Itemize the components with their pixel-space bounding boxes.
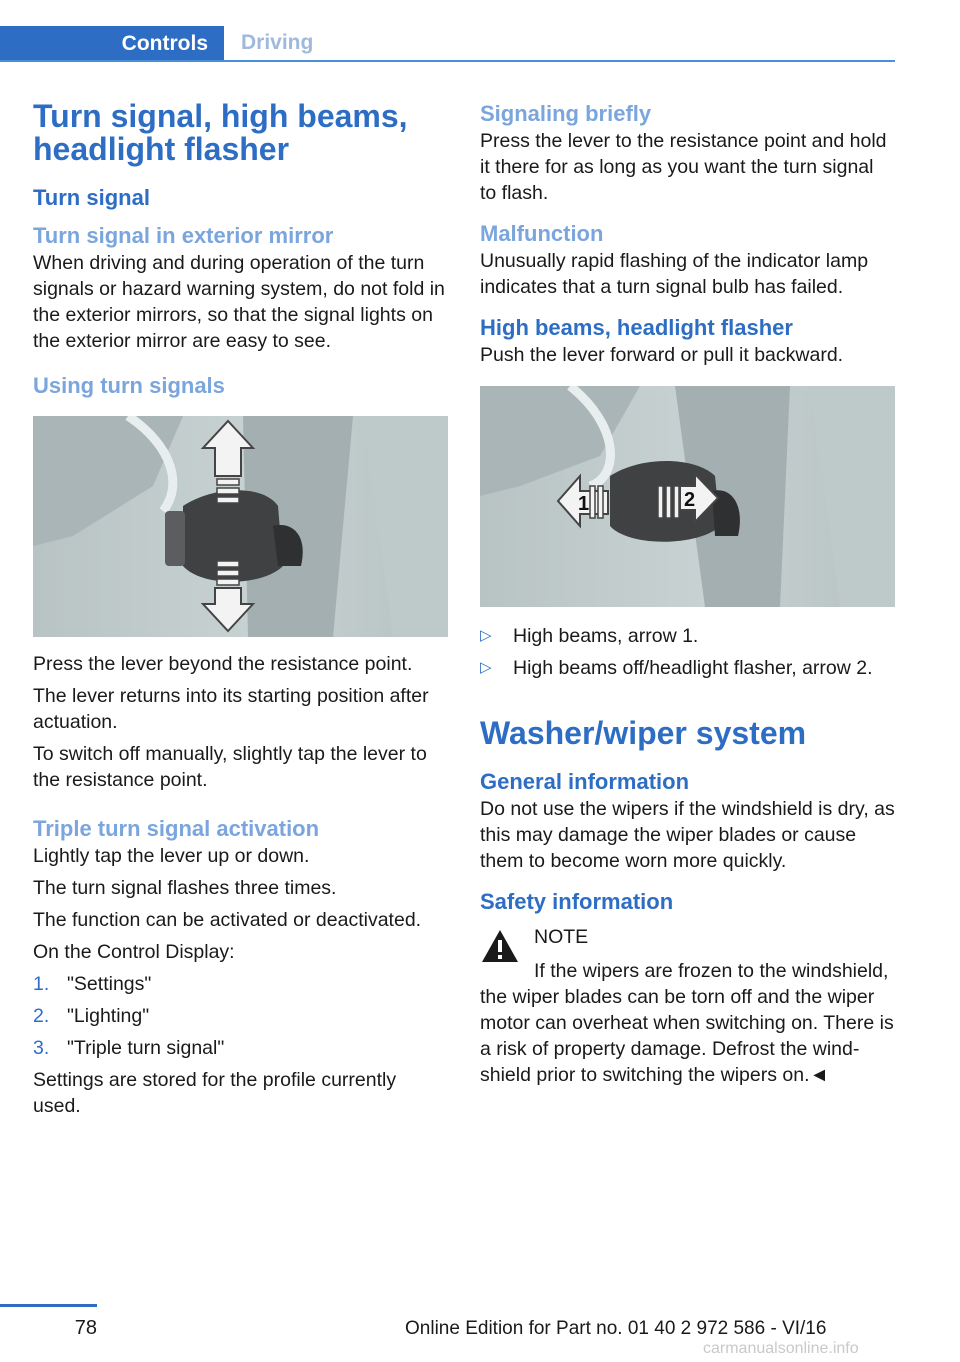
step-number: 1. <box>33 973 50 995</box>
heading-safety-information: Safety information <box>480 889 674 914</box>
heading-signaling-briefly: Signaling briefly <box>480 101 652 126</box>
triangle-bullet-icon: ▷ <box>480 627 492 644</box>
list-item <box>33 1003 448 1029</box>
tab-driving[interactable]: Driving <box>241 31 314 54</box>
heading-triple-turn-signal: Triple turn signal activation <box>33 816 320 841</box>
bullet-text: High beams off/headlight flasher, arrow 2. <box>513 657 873 679</box>
using-text-1: Press the lever beyond the resistance point. <box>33 653 413 675</box>
step-text: "Settings" <box>67 973 152 995</box>
high-beam-bullets <box>480 623 895 681</box>
heading-using-turn-signals: Using turn signals <box>33 373 225 398</box>
step-number: 3. <box>33 1037 50 1059</box>
general-text: Do not use the wipers if the windshield is dry, as this may damage the wiper blades or cause them to become worn more quickly. <box>480 798 895 872</box>
section-title-washer: Washer/wiper system <box>480 715 807 751</box>
chapter-tabbar <box>0 26 895 62</box>
heading-mirror: Turn signal in exterior mirror <box>33 223 334 248</box>
using-text-2: The lever returns into its starting position after actuation. <box>33 685 429 733</box>
triple-text-4: On the Control Display: <box>33 941 235 963</box>
malfunction-text: Unusually rapid flashing of the indicator lamp indicates that a turn signal bulb has failed. <box>480 250 869 298</box>
brief-text: Press the lever to the resistance point and hold it there for as long as you want the turn signal to flash. <box>480 130 887 204</box>
mirror-text: When driving and during operation of the turn signals or hazard warning system, do not fold in the exterior mirrors, so that the signal lights on the exterior mirror are easy to see. <box>33 252 445 352</box>
using-text-3: To switch off manually, slightly tap the lever to the resistance point. <box>33 743 427 791</box>
arrow-1-label: 1 <box>578 493 590 515</box>
arrow-2-label: 2 <box>684 489 696 511</box>
list-item <box>480 623 895 649</box>
heading-malfunction: Malfunction <box>480 221 604 246</box>
triangle-bullet-icon: ▷ <box>480 659 492 676</box>
high-beams-text: Push the lever forward or pull it backward. <box>480 344 844 366</box>
triple-text-5: Settings are stored for the profile currently used. <box>33 1069 397 1117</box>
triple-text-1: Lightly tap the lever up or down. <box>33 845 310 867</box>
list-item <box>33 971 448 997</box>
right-column <box>480 100 895 1094</box>
watermark: carmanualsonline.info <box>703 1340 859 1357</box>
triple-text-3: The function can be activated or deactivated. <box>33 909 422 931</box>
high-beam-lever-illustration <box>480 386 895 607</box>
list-item <box>480 655 895 681</box>
page-title: Turn signal, high beams, headlight flasher <box>33 98 408 167</box>
note-text: If the wipers are frozen to the windshield, the wiper blades can be torn off and the wiper motor can overheat when switching on. There is a risk of property damage. Defrost the wind‐shield prior to switching the wipers on.◄ <box>480 960 894 1086</box>
heading-general-information: General information <box>480 769 690 794</box>
step-text: "Lighting" <box>67 1005 150 1027</box>
turn-signal-lever-illustration <box>33 416 448 637</box>
footer-rule <box>0 1304 97 1307</box>
list-item <box>33 1035 448 1061</box>
left-column <box>33 100 448 1125</box>
settings-steps <box>33 971 448 1061</box>
step-number: 2. <box>33 1005 50 1027</box>
warning-triangle-icon <box>480 928 520 964</box>
heading-high-beams: High beams, headlight flasher <box>480 315 793 340</box>
section-heading-turn-signal: Turn signal <box>33 185 150 210</box>
page-number: 78 <box>74 1317 97 1339</box>
step-text: "Triple turn signal" <box>67 1037 225 1059</box>
tabbar-rule <box>0 60 895 62</box>
bullet-text: High beams, arrow 1. <box>513 625 699 647</box>
triple-text-2: The turn signal flashes three times. <box>33 877 337 899</box>
edition-text: Online Edition for Part no. 01 40 2 972 586 - VI/16 <box>405 1318 827 1339</box>
note-label: NOTE <box>534 926 589 948</box>
tab-controls[interactable]: Controls <box>0 26 224 62</box>
